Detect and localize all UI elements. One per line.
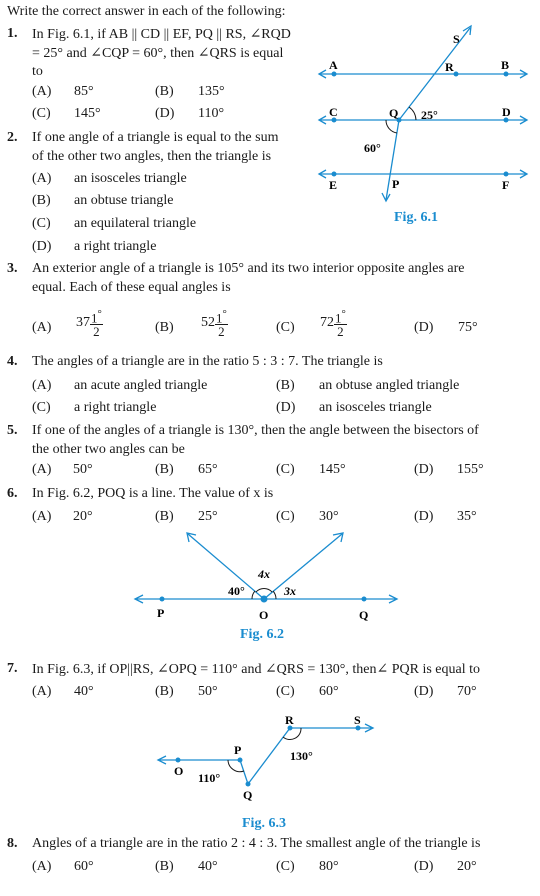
q7-option-b: 50° <box>198 684 218 699</box>
angle-3x: 3x <box>284 584 296 598</box>
q3-option-a <box>76 308 103 338</box>
q5-option-b-key: (B) <box>155 462 174 477</box>
q2-option-b: an obtuse triangle <box>74 193 174 208</box>
q5-option-b: 65° <box>198 462 218 477</box>
q8-option-d: 20° <box>457 859 477 874</box>
arc-left <box>252 591 255 599</box>
label-c: C <box>329 105 338 119</box>
figure-6-3-caption: Fig. 6.3 <box>242 816 286 831</box>
q3-option-c-den: 2 <box>337 324 344 340</box>
q3-option-a-num: 1 <box>91 310 98 326</box>
q2-option-d-key: (D) <box>32 239 52 254</box>
q8-option-a-key: (A) <box>32 859 52 874</box>
q5-number: 5. <box>7 423 18 438</box>
figure-6-2-caption: Fig. 6.2 <box>240 627 284 642</box>
q4-option-b-key: (B) <box>276 378 295 393</box>
q8-number: 8. <box>7 836 18 851</box>
q3-number: 3. <box>7 261 18 276</box>
label-f: F <box>502 178 510 192</box>
q7-option-b-key: (B) <box>155 684 174 699</box>
angle-60: 60° <box>364 141 381 155</box>
q5-text-line2: the other two angles can be <box>32 442 185 457</box>
q1-option-b: 135° <box>198 84 225 99</box>
q6-option-b: 25° <box>198 509 218 524</box>
q7-option-d: 70° <box>457 684 477 699</box>
line-rs <box>399 26 471 120</box>
q1-option-c-key: (C) <box>32 106 51 121</box>
q3-option-a-den: 2 <box>93 324 100 340</box>
q8-option-d-key: (D) <box>414 859 434 874</box>
line-ab <box>319 70 527 78</box>
figure-6-1-caption: Fig. 6.1 <box>394 210 438 225</box>
q3-option-b-num: 1 <box>216 310 223 326</box>
q1-number: 1. <box>7 26 18 41</box>
q1-text-line3: to <box>32 64 43 79</box>
angle-110: 110° <box>198 771 221 785</box>
q6-option-a-key: (A) <box>32 509 52 524</box>
q4-option-d: an isosceles triangle <box>319 400 432 415</box>
label-p: P <box>392 177 400 191</box>
q1-option-c: 145° <box>74 106 101 121</box>
q3-text-line2: equal. Each of these equal angles is <box>32 280 231 295</box>
label-q: Q <box>359 608 369 622</box>
q6-option-d-key: (D) <box>414 509 434 524</box>
q3-option-b-key: (B) <box>155 320 174 335</box>
q4-number: 4. <box>7 354 18 369</box>
label-d: D <box>502 105 511 119</box>
q8-option-b: 40° <box>198 859 218 874</box>
label-p: P <box>157 606 165 620</box>
q3-option-a-degree: ° <box>97 308 102 320</box>
q5-option-c: 145° <box>319 462 346 477</box>
line-ef <box>319 170 527 178</box>
q1-option-a: 85° <box>74 84 94 99</box>
figure-6-2 <box>130 528 410 646</box>
figure-6-1 <box>300 22 536 232</box>
q4-option-b: an obtuse angled triangle <box>319 378 460 393</box>
label-s: S <box>354 713 361 727</box>
q1-option-b-key: (B) <box>155 84 174 99</box>
figure-6-3 <box>150 710 390 836</box>
q2-option-a: an isosceles triangle <box>74 171 187 186</box>
label-e: E <box>329 178 338 192</box>
q5-option-c-key: (C) <box>276 462 295 477</box>
q3-option-a-key: (A) <box>32 320 52 335</box>
q4-option-a: an acute angled triangle <box>74 378 208 393</box>
ray-left <box>187 533 264 599</box>
q3-option-a-whole: 37 <box>76 315 90 331</box>
q1-option-d-key: (D) <box>155 106 175 121</box>
q2-option-b-key: (B) <box>32 193 51 208</box>
segment-qr <box>248 726 293 785</box>
q3-text-line1: An exterior angle of a triangle is 105° and its two interior opposite angles are <box>32 261 465 276</box>
q2-option-d: a right triangle <box>74 239 157 254</box>
line-poq <box>135 595 397 603</box>
q7-option-d-key: (D) <box>414 684 434 699</box>
q4-option-d-key: (D) <box>276 400 296 415</box>
q3-option-b-whole: 52 <box>201 315 215 331</box>
q8-option-c: 80° <box>319 859 339 874</box>
q1-text-line1: In Fig. 6.1, if AB || CD || EF, PQ || RS, ∠RQD <box>32 27 291 42</box>
q2-option-c-key: (C) <box>32 216 51 231</box>
q6-option-b-key: (B) <box>155 509 174 524</box>
q5-option-d: 155° <box>457 462 484 477</box>
q8-option-c-key: (C) <box>276 859 295 874</box>
arc-right <box>273 591 276 599</box>
ray-po <box>158 756 243 764</box>
arc-cqp <box>386 120 397 133</box>
q3-option-b-den: 2 <box>218 324 225 340</box>
label-s: S <box>453 32 460 46</box>
label-a: A <box>329 58 338 72</box>
q5-option-a: 50° <box>73 462 93 477</box>
label-o: O <box>174 764 184 778</box>
label-r: R <box>285 713 294 727</box>
arc-mid <box>256 589 272 592</box>
q4-option-a-key: (A) <box>32 378 52 393</box>
angle-4x: 4x <box>258 567 270 581</box>
q7-option-a-key: (A) <box>32 684 52 699</box>
label-b: B <box>501 58 510 72</box>
q3-option-c-num: 1 <box>335 310 342 326</box>
q7-option-c: 60° <box>319 684 339 699</box>
q6-option-c-key: (C) <box>276 509 295 524</box>
q5-text-line1: If one of the angles of a triangle is 130°, then the angle between the bisectors of <box>32 423 479 438</box>
q7-option-a: 40° <box>74 684 94 699</box>
arc-rqd <box>409 107 416 120</box>
q7-number: 7. <box>7 661 18 676</box>
q6-option-d: 35° <box>457 509 477 524</box>
label-q: Q <box>389 106 399 120</box>
q2-number: 2. <box>7 130 18 145</box>
q8-option-a: 60° <box>74 859 94 874</box>
q1-text-line2: = 25° and ∠CQP = 60°, then ∠QRS is equal <box>32 46 284 61</box>
ray-right <box>264 533 343 599</box>
q8-option-b-key: (B) <box>155 859 174 874</box>
label-o: O <box>259 608 269 622</box>
label-p: P <box>234 743 242 757</box>
q8-text-line1: Angles of a triangle are in the ratio 2 : 4 : 3. The smallest angle of the triangle is <box>32 836 481 851</box>
q5-option-a-key: (A) <box>32 462 52 477</box>
label-q: Q <box>243 788 253 802</box>
instructions: Write the correct answer in each of the following: <box>7 4 286 19</box>
q3-option-c-degree: ° <box>341 308 346 320</box>
angle-25: 25° <box>421 108 438 122</box>
q4-option-c-key: (C) <box>32 400 51 415</box>
q2-text-line1: If one angle of a triangle is equal to the sum <box>32 130 279 145</box>
angle-40: 40° <box>228 584 245 598</box>
q1-option-d: 110° <box>198 106 225 121</box>
q6-text-line1: In Fig. 6.2, POQ is a line. The value of x is <box>32 486 274 501</box>
q5-option-d-key: (D) <box>414 462 434 477</box>
angle-130: 130° <box>290 749 313 763</box>
q3-option-c <box>320 308 347 338</box>
q3-option-c-whole: 72 <box>320 315 334 331</box>
q1-option-a-key: (A) <box>32 84 52 99</box>
q6-option-c: 30° <box>319 509 339 524</box>
q4-text-line1: The angles of a triangle are in the ratio 5 : 3 : 7. The triangle is <box>32 354 383 369</box>
q7-option-c-key: (C) <box>276 684 295 699</box>
q3-option-d: 75° <box>458 320 478 335</box>
q3-option-c-key: (C) <box>276 320 295 335</box>
q2-text-line2: of the other two angles, then the triangle is <box>32 149 272 164</box>
label-r: R <box>445 60 454 74</box>
q3-option-b <box>201 308 228 338</box>
q4-option-c: a right triangle <box>74 400 157 415</box>
q2-option-a-key: (A) <box>32 171 52 186</box>
q6-option-a: 20° <box>73 509 93 524</box>
q6-number: 6. <box>7 486 18 501</box>
q2-option-c: an equilateral triangle <box>74 216 197 231</box>
q7-text-line1: In Fig. 6.3, if OP||RS, ∠OPQ = 110° and ∠QRS = 130°, then∠ PQR is equal to <box>32 662 481 677</box>
q3-option-b-degree: ° <box>222 308 227 320</box>
q3-option-d-key: (D) <box>414 320 434 335</box>
